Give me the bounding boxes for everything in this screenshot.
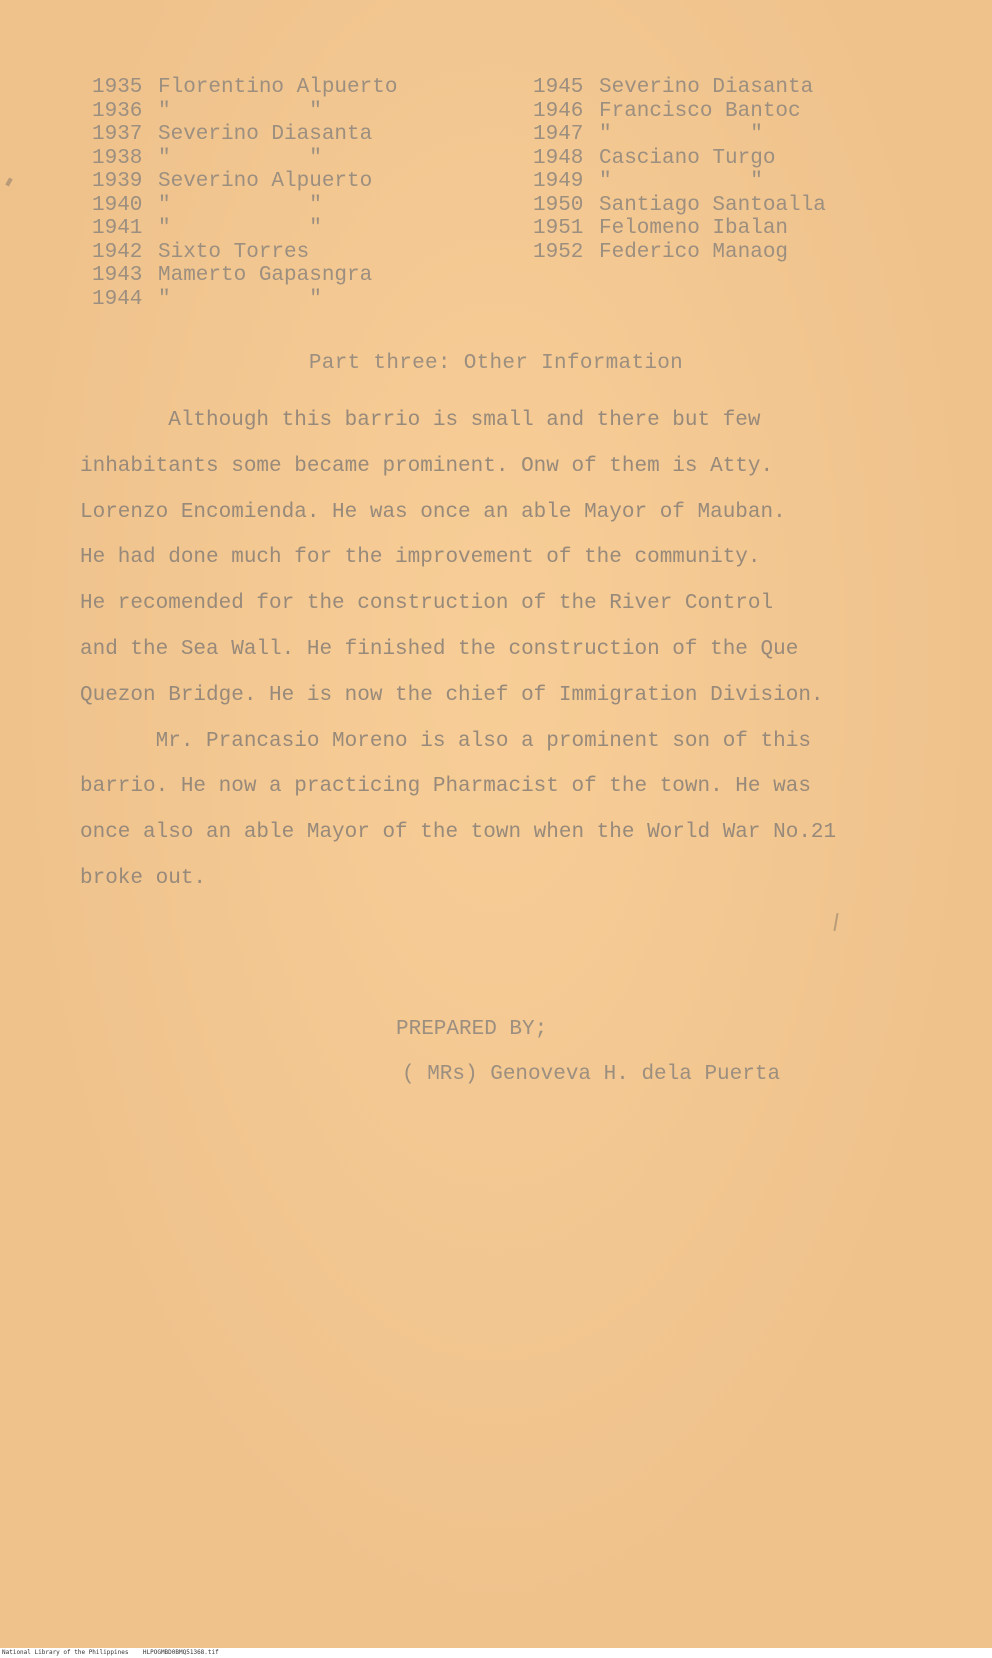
official-year: 1948	[533, 146, 584, 170]
preparer-signature: ( MRs) Genoveva H. dela Puerta	[402, 1063, 781, 1086]
official-year: 1943	[92, 264, 143, 287]
body-line: inhabitants some became prominent. Onw of them is Atty.	[80, 454, 774, 478]
official-year: 1935	[92, 76, 143, 99]
official-entry	[92, 241, 397, 265]
official-name: Severino Diasanta	[599, 76, 814, 99]
official-entry	[533, 241, 826, 265]
body-line: Mr. Prancasio Moreno is also a prominent son of this	[80, 729, 811, 753]
official-year: 1937	[92, 123, 143, 146]
official-entry	[92, 288, 397, 312]
official-year: 1951	[533, 217, 584, 240]
body-line: He had done much for the improvement of the community.	[80, 546, 761, 570]
official-name: " "	[158, 287, 322, 311]
prepared-by-label: PREPARED BY;	[396, 1018, 548, 1041]
official-entry	[92, 194, 397, 218]
official-entry	[92, 264, 397, 288]
scan-footer: National Library of the Philippines HLPOGMBD0BMQ51368.tif	[0, 1648, 992, 1658]
section-heading: Part three: Other Information	[308, 352, 684, 375]
ink-mark	[833, 913, 838, 931]
ink-mark	[5, 178, 12, 187]
official-name: Federico Manaog	[599, 240, 789, 264]
body-line: broke out.	[80, 866, 207, 890]
official-name: " "	[158, 193, 322, 217]
official-entry	[533, 76, 826, 100]
officials-list-right	[533, 76, 826, 264]
official-year: 1946	[533, 99, 584, 123]
official-entry	[92, 147, 397, 171]
official-entry	[92, 100, 397, 124]
official-entry	[533, 147, 826, 171]
official-name: Severino Alpuerto	[158, 170, 373, 193]
body-line: Quezon Bridge. He is now the chief of Immigration Division.	[80, 683, 824, 707]
official-year: 1944	[92, 287, 143, 311]
official-name: " "	[599, 170, 763, 193]
official-name: Severino Diasanta	[158, 123, 373, 146]
body-paragraphs	[80, 398, 920, 902]
body-line: Although this barrio is small and there but few	[80, 409, 761, 432]
official-entry	[533, 194, 826, 218]
official-year: 1950	[533, 193, 584, 217]
body-line: once also an able Mayor of the town when the World War No.21	[80, 821, 837, 845]
officials-list-left	[92, 76, 397, 311]
official-name: Casciano Turgo	[599, 146, 776, 170]
official-year: 1945	[533, 76, 584, 99]
official-year: 1936	[92, 99, 143, 123]
official-year: 1941	[92, 217, 143, 240]
official-name: Florentino Alpuerto	[158, 76, 398, 99]
official-name: " "	[599, 123, 763, 146]
body-line: barrio. He now a practicing Pharmacist of the town. He was	[80, 775, 811, 799]
body-line: Lorenzo Encomienda. He was once an able Mayor of Mauban.	[80, 500, 786, 524]
official-entry	[92, 123, 397, 147]
official-name: " "	[158, 99, 322, 123]
official-year: 1938	[92, 146, 143, 170]
official-name: Santiago Santoalla	[599, 193, 826, 217]
official-entry	[533, 170, 826, 194]
official-name: " "	[158, 146, 322, 170]
official-year: 1949	[533, 170, 584, 193]
official-entry	[92, 170, 397, 194]
official-year: 1947	[533, 123, 584, 146]
official-name: Mamerto Gapasngra	[158, 264, 373, 287]
official-name: Sixto Torres	[158, 240, 310, 264]
official-entry	[533, 123, 826, 147]
official-entry	[92, 217, 397, 241]
official-name: Felomeno Ibalan	[599, 217, 789, 240]
official-entry	[92, 76, 397, 100]
body-line: and the Sea Wall. He finished the construction of the Que	[80, 637, 799, 661]
official-entry	[533, 100, 826, 124]
official-year: 1952	[533, 240, 584, 264]
official-entry	[533, 217, 826, 241]
official-name: " "	[158, 217, 322, 240]
official-year: 1940	[92, 193, 143, 217]
official-year: 1942	[92, 240, 143, 264]
body-line: He recomended for the construction of the River Control	[80, 592, 774, 616]
official-name: Francisco Bantoc	[599, 99, 801, 123]
official-year: 1939	[92, 170, 143, 193]
